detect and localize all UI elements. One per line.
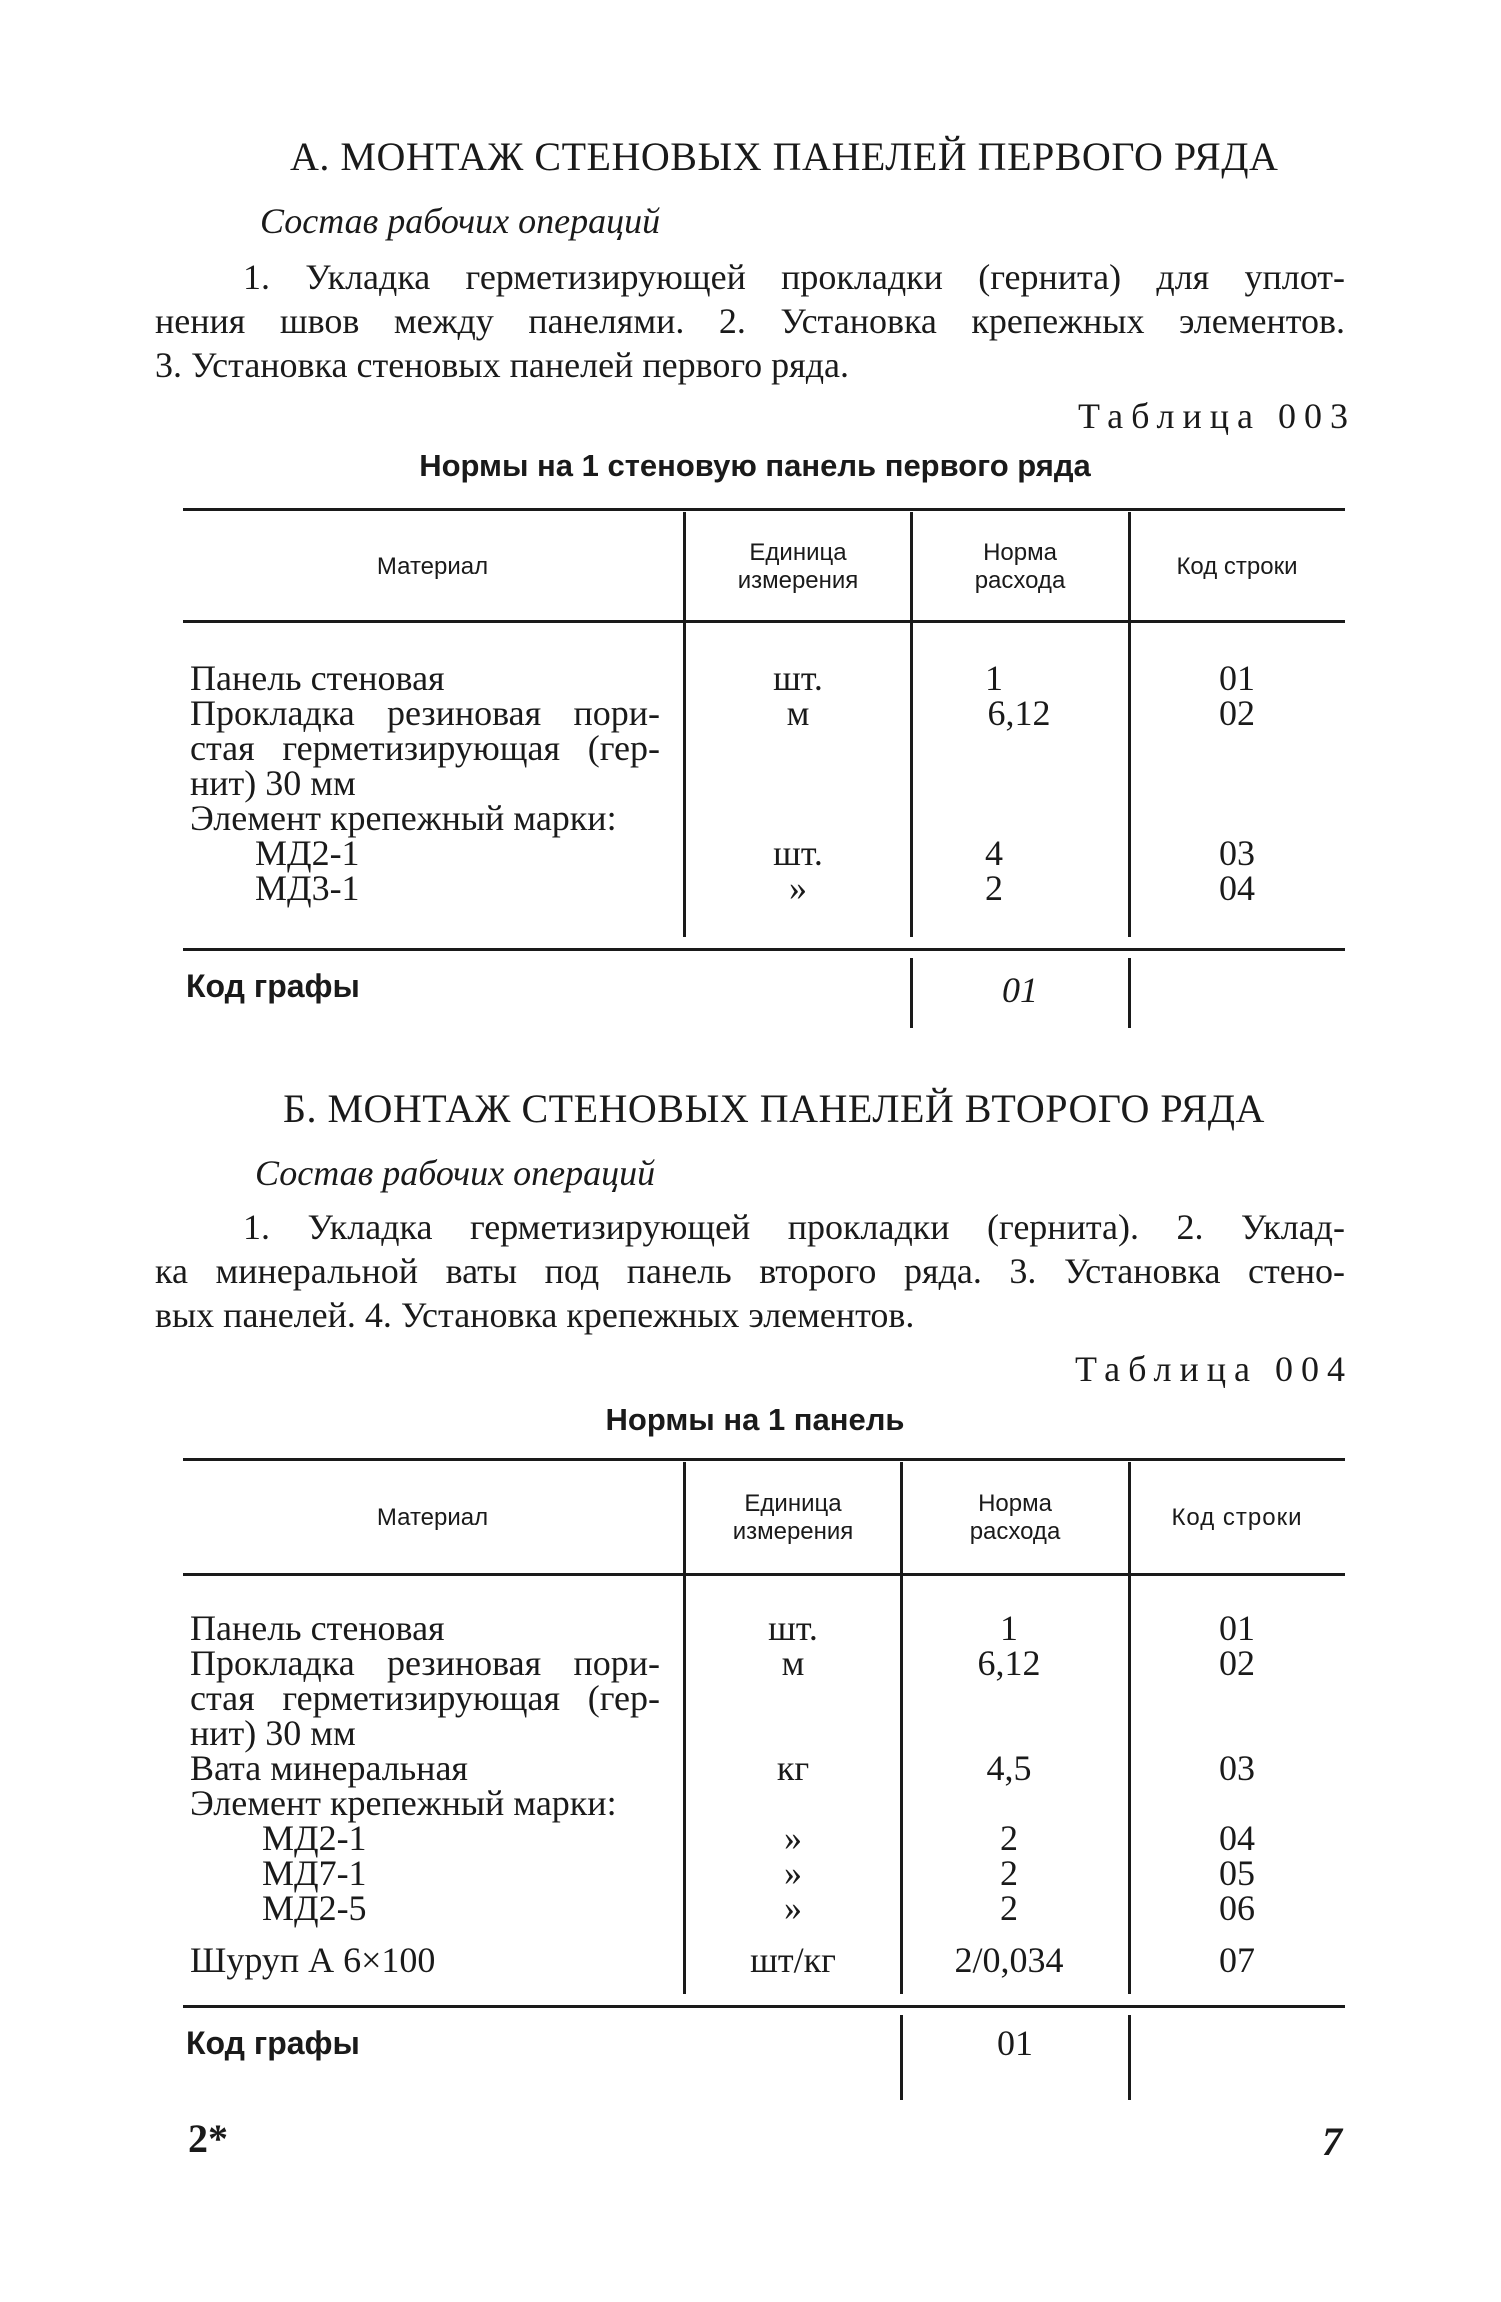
table-row-material: МД2-1 — [255, 833, 360, 873]
table-row-unit: » — [784, 1888, 802, 1928]
table-row-code: 02 — [1219, 693, 1255, 733]
column-header-unit — [688, 1468, 898, 1568]
table-row-material: Шуруп А 6×100 — [190, 1940, 436, 1980]
operations-line: 1. Укладка герметизирующей прокладки (гернита). 2. Уклад- — [243, 1207, 1345, 1247]
table-row-norm: 2 — [1000, 1888, 1018, 1928]
table-row-unit: шт. — [768, 1608, 818, 1648]
table-row-code: 01 — [1219, 658, 1255, 698]
table-004-label: Таблица 004 — [1075, 1349, 1353, 1389]
section-b-operations — [155, 1205, 1345, 1337]
table-bottom-rule — [183, 948, 1345, 951]
table-row-material: стая герметизирующая (гер- — [190, 728, 660, 768]
table-row-material: нит) 30 мм — [190, 1713, 356, 1753]
table-row-material: МД7-1 — [262, 1853, 367, 1893]
table-row-material: Элемент крепежный марки: — [190, 1783, 617, 1823]
column-divider — [1128, 958, 1131, 1028]
table-003-label: Таблица 003 — [1078, 396, 1356, 436]
operations-line: 1. Укладка герметизирующей прокладки (гернита) для уплот- — [243, 257, 1345, 297]
section-a-heading: А. МОНТАЖ СТЕНОВЫХ ПАНЕЛЕЙ ПЕРВОГО РЯДА — [290, 134, 1279, 179]
table-row-unit: шт. — [773, 658, 823, 698]
kod-grafy-value: 01 — [997, 2023, 1033, 2063]
table-row-unit: шт/кг — [750, 1940, 836, 1980]
table-row-material: МД3-1 — [255, 868, 360, 908]
table-row-material: МД2-5 — [262, 1888, 367, 1928]
column-header-norm — [914, 518, 1126, 616]
column-header-unit-line: измерения — [732, 1518, 854, 1545]
table-row-material: стая герметизирующая (гер- — [190, 1678, 660, 1718]
table-row-material: нит) 30 мм — [190, 763, 356, 803]
table-row-material: Прокладка резиновая пори- — [190, 1643, 660, 1683]
column-header-unit-line: Единица — [749, 539, 847, 566]
column-header-norm-line: Норма — [978, 1490, 1052, 1517]
operations-line: 3. Установка стеновых панелей первого ряда. — [155, 345, 850, 385]
column-header-material: Материал — [376, 553, 489, 580]
column-divider — [683, 1462, 686, 1994]
table-top-rule — [183, 1458, 1345, 1461]
table-row-norm: 2 — [985, 868, 1003, 908]
section-b-subheading: Состав рабочих операций — [255, 1153, 656, 1193]
table-row-material: Панель стеновая — [190, 1608, 445, 1648]
table-header-rule — [183, 620, 1345, 623]
table-row-code: 01 — [1219, 1608, 1255, 1648]
column-header-norm-line: Норма — [983, 539, 1057, 566]
section-a-operations — [155, 255, 1345, 387]
table-row-unit: » — [784, 1818, 802, 1858]
column-divider — [910, 512, 913, 937]
column-divider — [910, 958, 913, 1028]
table-row-code: 04 — [1219, 1818, 1255, 1858]
column-divider — [900, 2015, 903, 2100]
table-row-unit: » — [789, 868, 807, 908]
table-row-material: Элемент крепежный марки: — [190, 798, 617, 838]
column-header-unit-line: измерения — [737, 567, 859, 594]
table-row-material: МД2-1 — [262, 1818, 367, 1858]
column-header-unit-line: Единица — [744, 1490, 842, 1517]
column-divider — [1128, 2015, 1131, 2100]
table-row-material: Вата минеральная — [190, 1748, 468, 1788]
table-row-code: 03 — [1219, 1748, 1255, 1788]
operations-line: вых панелей. 4. Установка крепежных элементов. — [155, 1295, 915, 1335]
column-header-code: Код строки — [1176, 553, 1298, 580]
column-header-code: Код строки — [1171, 1504, 1303, 1531]
table-row-material: Панель стеновая — [190, 658, 445, 698]
column-header-norm-line: расхода — [969, 1518, 1061, 1545]
table-row-code: 07 — [1219, 1940, 1255, 1980]
table-row-code: 02 — [1219, 1643, 1255, 1683]
table-row-unit: » — [784, 1853, 802, 1893]
page-number: 7 — [1322, 2119, 1342, 2164]
table-row-norm: 4 — [985, 833, 1003, 873]
column-divider — [1128, 512, 1131, 937]
table-003-title: Нормы на 1 стеновую панель первого ряда — [419, 448, 1091, 483]
table-row-norm: 2/0,034 — [954, 1940, 1064, 1980]
signature-mark: 2* — [188, 2116, 228, 2161]
column-divider — [900, 1462, 903, 1994]
table-row-unit: шт. — [773, 833, 823, 873]
table-row-norm: 2 — [1000, 1853, 1018, 1893]
table-row-norm: 6,12 — [987, 693, 1051, 733]
column-header-norm — [904, 1468, 1126, 1568]
table-row-unit: м — [781, 1643, 805, 1683]
section-a-subheading: Состав рабочих операций — [260, 201, 661, 241]
kod-grafy-label: Код графы — [186, 968, 360, 1004]
table-row-material: Прокладка резиновая пори- — [190, 693, 660, 733]
table-004-title: Нормы на 1 панель — [605, 1402, 905, 1437]
table-row-code: 06 — [1219, 1888, 1255, 1928]
table-row-norm: 4,5 — [986, 1748, 1032, 1788]
table-row-unit: кг — [776, 1748, 810, 1788]
table-row-code: 03 — [1219, 833, 1255, 873]
table-row-norm: 1 — [1000, 1608, 1018, 1648]
kod-grafy-label: Код графы — [186, 2025, 360, 2061]
operations-line: ка минеральной ваты под панель второго ряда. 3. Установка стено- — [155, 1251, 1345, 1291]
operations-line: нения швов между панелями. 2. Установка крепежных элементов. — [155, 301, 1345, 341]
table-row-code: 05 — [1219, 1853, 1255, 1893]
column-header-norm-line: расхода — [974, 567, 1066, 594]
column-divider — [683, 512, 686, 937]
section-b-heading: Б. МОНТАЖ СТЕНОВЫХ ПАНЕЛЕЙ ВТОРОГО РЯДА — [283, 1086, 1265, 1131]
table-top-rule — [183, 508, 1345, 511]
table-row-unit: м — [786, 693, 810, 733]
column-divider — [1128, 1462, 1131, 1994]
table-row-code: 04 — [1219, 868, 1255, 908]
table-row-norm: 1 — [985, 658, 1003, 698]
table-row-norm: 6,12 — [977, 1643, 1041, 1683]
column-header-unit — [688, 518, 908, 616]
table-header-rule — [183, 1573, 1345, 1576]
column-header-material: Материал — [376, 1504, 489, 1531]
table-bottom-rule — [183, 2005, 1345, 2008]
table-row-norm: 2 — [1000, 1818, 1018, 1858]
kod-grafy-value: 01 — [1002, 970, 1038, 1010]
